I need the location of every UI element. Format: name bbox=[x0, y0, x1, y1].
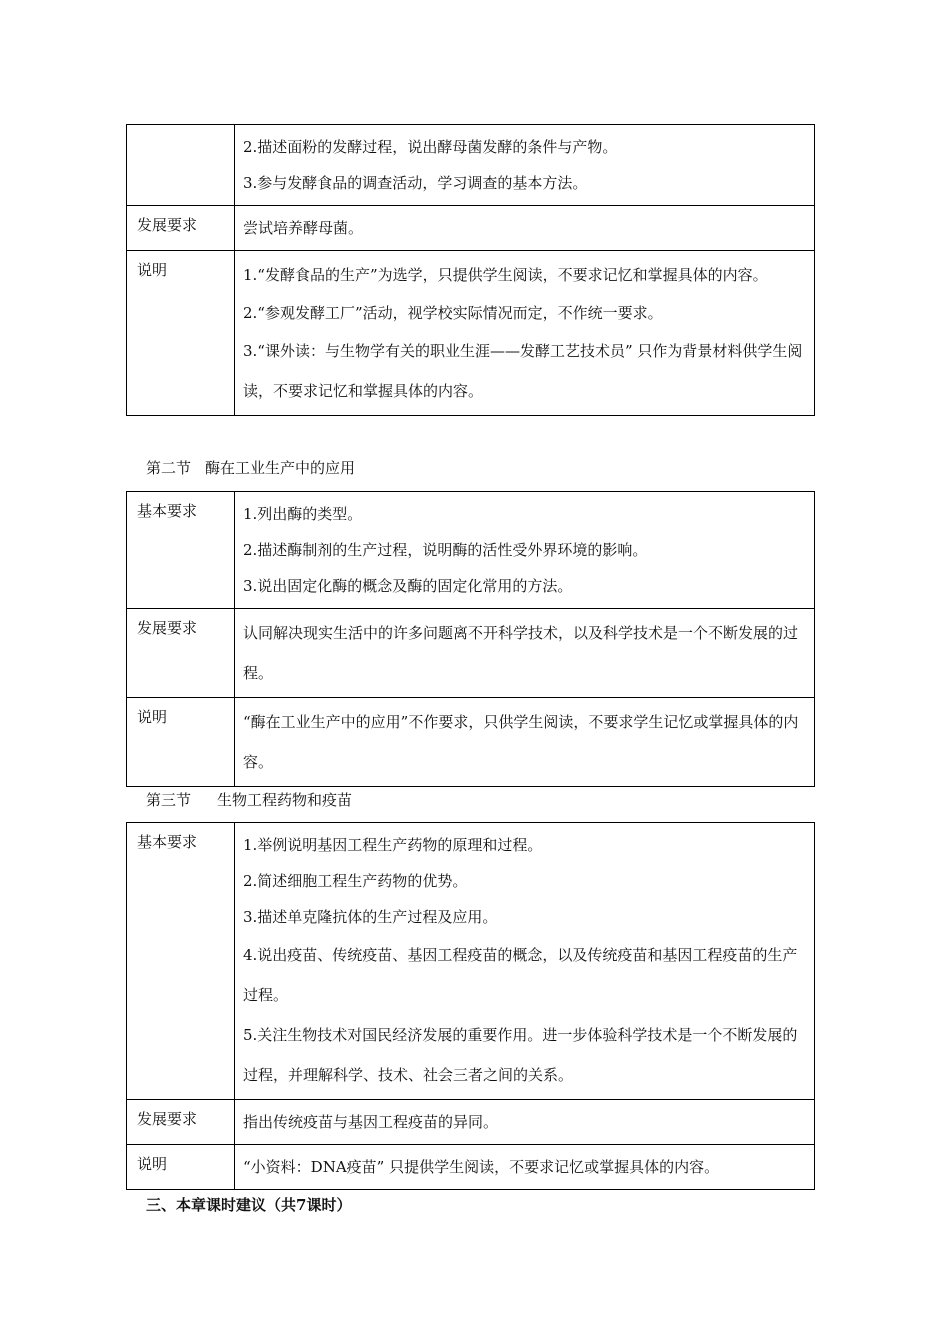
requirement-item: 2.描述酶制剂的生产过程，说明酶的活性受外界环境的影响。 bbox=[243, 541, 648, 559]
requirement-item: “酶在工业生产中的应用”不作要求，只供学生阅读，不要求学生记忆或掌握具体的内容。 bbox=[243, 713, 799, 771]
row-label: 基本要求 bbox=[127, 492, 235, 609]
row-content bbox=[235, 823, 815, 1100]
row-content bbox=[235, 492, 815, 609]
requirement-item: 3.描述单克隆抗体的生产过程及应用。 bbox=[243, 908, 498, 926]
table-row bbox=[127, 1100, 815, 1145]
row-content bbox=[235, 125, 815, 206]
requirements-table-section1 bbox=[126, 124, 815, 416]
section-title: 酶在工业生产中的应用 bbox=[205, 459, 356, 477]
table-row bbox=[127, 251, 815, 416]
row-content bbox=[235, 698, 815, 787]
table-row bbox=[127, 125, 815, 206]
section-title: 生物工程药物和疫苗 bbox=[217, 791, 353, 809]
requirement-item: 尝试培养酵母菌。 bbox=[243, 219, 364, 237]
table-row bbox=[127, 609, 815, 698]
row-label: 发展要求 bbox=[127, 609, 235, 698]
requirement-item: 指出传统疫苗与基因工程疫苗的异同。 bbox=[243, 1113, 499, 1131]
row-label: 发展要求 bbox=[127, 1100, 235, 1145]
table-row bbox=[127, 492, 815, 609]
requirement-item: 1.列出酶的类型。 bbox=[243, 505, 363, 523]
row-label: 说明 bbox=[127, 698, 235, 787]
row-content bbox=[235, 251, 815, 416]
requirement-item: 1.举例说明基因工程生产药物的原理和过程。 bbox=[243, 836, 543, 854]
section-number: 第二节 bbox=[146, 459, 192, 477]
requirement-item: 4.说出疫苗、传统疫苗、基因工程疫苗的概念，以及传统疫苗和基因工程疫苗的生产过程。 bbox=[243, 946, 798, 1004]
table-row bbox=[127, 1145, 815, 1190]
requirement-item: 1.“发酵食品的生产”为选学，只提供学生阅读，不要求记忆和掌握具体的内容。 bbox=[243, 266, 768, 284]
row-label: 说明 bbox=[127, 1145, 235, 1190]
section-heading bbox=[146, 457, 355, 478]
requirement-item: 3.参与发酵食品的调查活动，学习调查的基本方法。 bbox=[243, 174, 588, 192]
row-content bbox=[235, 609, 815, 698]
part-heading: 三、本章课时建议（共7课时） bbox=[146, 1196, 352, 1214]
requirement-item: 3.说出固定化酶的概念及酶的固定化常用的方法。 bbox=[243, 577, 573, 595]
row-label bbox=[127, 125, 235, 206]
row-content bbox=[235, 1145, 815, 1190]
requirement-item: “小资料：DNA疫苗” 只提供学生阅读，不要求记忆或掌握具体的内容。 bbox=[243, 1158, 720, 1176]
requirements-table-section3 bbox=[126, 822, 815, 1190]
section-number: 第三节 bbox=[146, 791, 192, 809]
section-heading bbox=[146, 789, 352, 810]
table-row bbox=[127, 823, 815, 1100]
table-row bbox=[127, 206, 815, 251]
requirement-item: 2.描述面粉的发酵过程，说出酵母菌发酵的条件与产物。 bbox=[243, 138, 618, 156]
row-label: 说明 bbox=[127, 251, 235, 416]
table-row bbox=[127, 698, 815, 787]
requirement-item: 认同解决现实生活中的许多问题离不开科学技术，以及科学技术是一个不断发展的过程。 bbox=[243, 624, 799, 682]
requirement-item: 2.简述细胞工程生产药物的优势。 bbox=[243, 872, 468, 890]
row-label: 基本要求 bbox=[127, 823, 235, 1100]
row-content bbox=[235, 206, 815, 251]
requirement-item: 2.“参观发酵工厂”活动，视学校实际情况而定，不作统一要求。 bbox=[243, 304, 663, 322]
row-label: 发展要求 bbox=[127, 206, 235, 251]
requirement-item: 3.“课外读：与生物学有关的职业生涯——发酵工艺技术员” 只作为背景材料供学生阅读，不要求记忆和掌握具体的内容。 bbox=[243, 342, 803, 400]
requirements-table-section2 bbox=[126, 491, 815, 787]
requirement-item: 5.关注生物技术对国民经济发展的重要作用。进一步体验科学技术是一个不断发展的过程，并理解科学、技术、社会三者之间的关系。 bbox=[243, 1026, 798, 1084]
row-content bbox=[235, 1100, 815, 1145]
